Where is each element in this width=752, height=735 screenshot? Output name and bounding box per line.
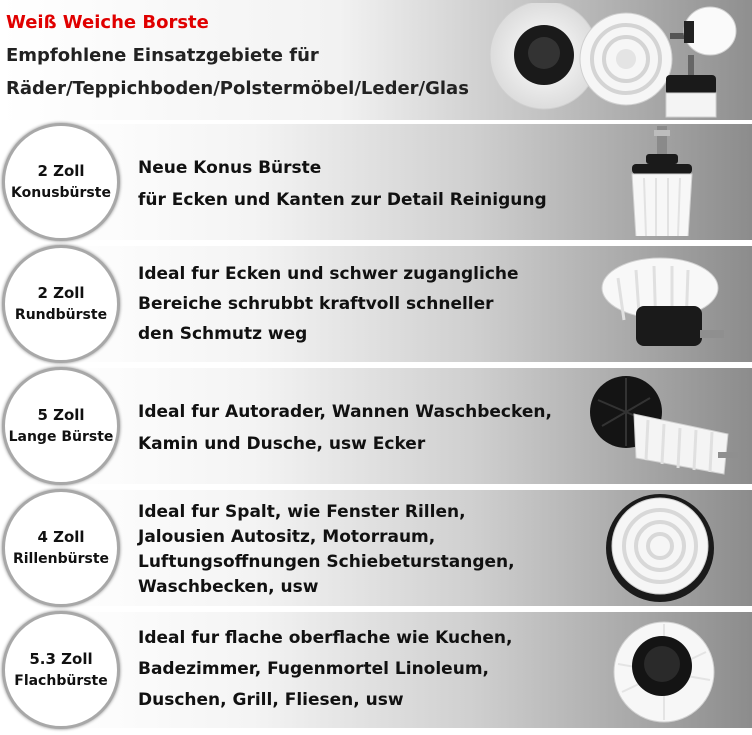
size-badge xyxy=(2,123,120,241)
badge-name: Lange Bürste xyxy=(8,429,114,445)
badge-size: 5 Zoll xyxy=(37,406,85,424)
description-line: den Schmutz weg xyxy=(138,324,308,344)
size-badge xyxy=(2,611,120,729)
description-line: Neue Konus Bürste xyxy=(138,158,322,178)
brush-row xyxy=(0,366,752,486)
size-badge xyxy=(2,489,120,607)
row-description xyxy=(138,264,578,344)
badge-name: Rundbürste xyxy=(14,307,108,323)
brush-row xyxy=(0,244,752,364)
description-line: Waschbecken, usw xyxy=(138,577,319,597)
description-line: Luftungsoffnungen Schiebeturstangen, xyxy=(138,552,515,572)
long-brush-icon xyxy=(588,370,738,480)
round-brush-icon xyxy=(588,248,738,358)
description-line: Duschen, Grill, Fliesen, usw xyxy=(138,690,404,710)
badge-name: Flachbürste xyxy=(14,673,108,689)
size-badge xyxy=(2,245,120,363)
badge-size: 2 Zoll xyxy=(37,162,85,180)
description-line: Ideal fur Ecken und schwer zugangliche xyxy=(138,264,519,284)
flat-brush-icon xyxy=(588,614,738,724)
description-line: für Ecken und Kanten zur Detail Reinigung xyxy=(138,190,547,210)
header-subtitle-line-1: Empfohlene Einsatzgebiete für xyxy=(6,45,319,66)
row-description xyxy=(138,628,578,710)
row-description xyxy=(138,402,578,454)
description-line: Bereiche schrubbt kraftvoll schneller xyxy=(138,294,494,314)
brush-row xyxy=(0,488,752,608)
brush-row xyxy=(0,610,752,730)
row-description xyxy=(138,502,578,597)
header-title: Weiß Weiche Borste xyxy=(6,12,209,33)
badge-size: 5.3 Zoll xyxy=(29,650,93,668)
description-line: Ideal fur Autorader, Wannen Waschbecken, xyxy=(138,402,552,422)
row-description xyxy=(138,158,578,210)
header-banner xyxy=(0,0,752,120)
description-line: Ideal fur Spalt, wie Fenster Rillen, xyxy=(138,502,466,522)
description-line: Kamin und Dusche, usw Ecker xyxy=(138,434,426,454)
header-subtitle-line-2: Räder/Teppichboden/Polstermöbel/Leder/Glas xyxy=(6,78,469,99)
badge-name: Rillenbürste xyxy=(12,551,110,567)
description-line: Ideal fur flache oberflache wie Kuchen, xyxy=(138,628,513,648)
description-line: Badezimmer, Fugenmortel Linoleum, xyxy=(138,659,489,679)
badge-name: Konusbürste xyxy=(11,185,111,201)
description-line: Jalousien Autositz, Motorraum, xyxy=(138,527,436,547)
brush-row xyxy=(0,122,752,242)
badge-size: 2 Zoll xyxy=(37,284,85,302)
cone-brush-icon xyxy=(588,126,738,236)
grooved-brush-icon xyxy=(588,492,738,602)
brush-set-icon xyxy=(488,3,746,119)
badge-size: 4 Zoll xyxy=(37,528,85,546)
size-badge xyxy=(2,367,120,485)
